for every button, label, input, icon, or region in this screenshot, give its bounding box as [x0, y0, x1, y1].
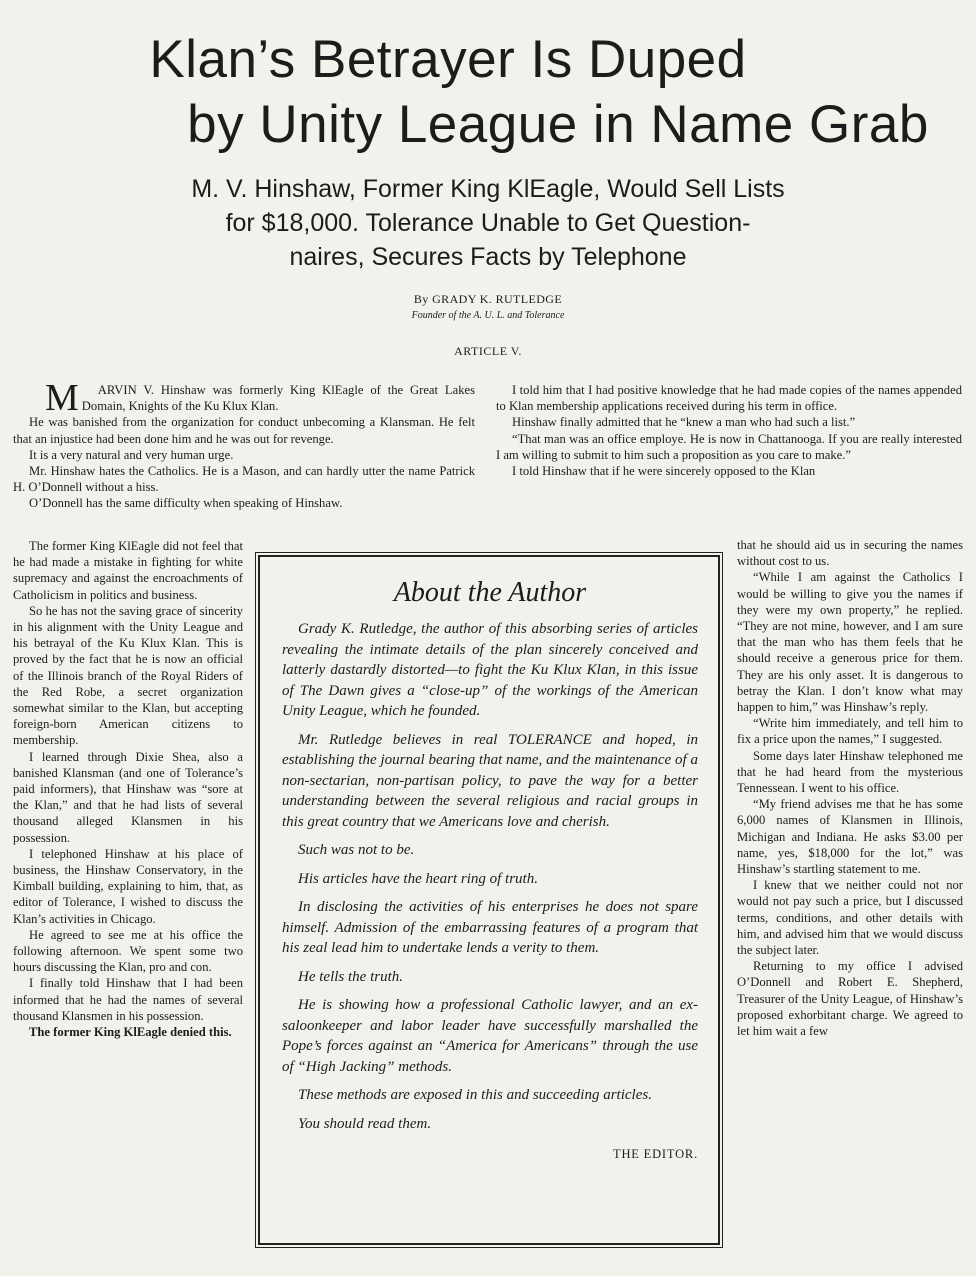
article-paragraph: O’Donnell has the same difficulty when speaking of Hinshaw. [29, 496, 343, 511]
box-title: About the Author [393, 577, 587, 608]
box-paragraph: He tells the truth. [298, 968, 403, 985]
byline-author: By GRADY K. RUTLEDGE [413, 292, 563, 306]
article-paragraph: It is a very natural and very human urge. [29, 447, 234, 462]
article-paragraph: He was banished from the organization for conduct unbecoming a Klansman. He felt that an injustice had been done him and he was out for revenge. [13, 415, 475, 446]
article-paragraph: I telephoned Hinshaw at his place of business, the Hinshaw Conservatory, in the Kimball building, explaining to him, that, as editor of Tolerance, I wished to discuss the Klan’s activities in Chicago. [13, 846, 243, 926]
subheadline-line-3: naires, Secures Facts by Telephone [289, 243, 687, 271]
box-paragraph: In disclosing the activities of his enterprises he does not spare himself. Admission of the embarrassing features of a program that his zeal lead him to undertake lends a verity to them. [282, 899, 698, 956]
article-paragraph: Hinshaw finally admitted that he “knew a man who had such a list.” [512, 415, 856, 430]
article-paragraph: Returning to my office I advised O’Donnell and Robert E. Shepherd, Treasurer of the Unity League, of Hinshaw’s proposed exhorbitant charge. We agreed to let him wait a few [737, 959, 963, 1039]
article-paragraph: The former King KlEagle did not feel that he had made a mistake in fighting for white supremacy and against the encroachments of Catholicism in politics and business. [13, 539, 243, 602]
article-paragraph: “My friend advises me that he has some 6,000 names of Klansmen in Illinois, Michigan and Indiana. He asks $3.00 per name, yes, $18,000 for the lot,” was Hinshaw’s startling statement to me. [737, 797, 963, 877]
article-paragraph: I finally told Hinshaw that I had been informed that he had the names of several thousand Klansmen in his possession. [13, 976, 243, 1023]
article-paragraph: that he should aid us in securing the names without cost to us. [737, 538, 963, 569]
box-paragraph: Grady K. Rutledge, the author of this absorbing series of articles revealing the intimate details of the plan sincerely conceived and latterly dastardly distorted—to fight the Ku Klux Klan, in this issue of The Dawn gives a “close-up” of the workings of the American Unity League, which he founded. [282, 621, 698, 719]
box-paragraph: You should read them. [298, 1115, 432, 1132]
article-paragraph: He agreed to see me at his office the following afternoon. We spent some two hours discussing the Klan, pro and con. [13, 927, 243, 975]
article-paragraph: Some days later Hinshaw telephoned me that he had heard from the mysterious Tennessean. I went to his office. [737, 748, 963, 796]
article-number: ARTICLE V. [454, 344, 522, 358]
article-paragraph: The former King KlEagle denied this. [29, 1025, 232, 1040]
byline-title: Founder of the A. U. L. and Tolerance [411, 310, 565, 321]
headline-line-2: by Unity League in Name Grab [187, 95, 929, 154]
box-paragraph: These methods are exposed in this and succeeding articles. [298, 1087, 652, 1103]
about-the-author-box [258, 555, 720, 1245]
article-paragraph: I learned through Dixie Shea, also a banished Klansman (and one of Tolerance’s paid informers), that Hinshaw was “sore at the Klan,” and that he had lists of several thousand alleged Klansmen in his possession. [13, 749, 243, 845]
opening-paragraph [13, 377, 475, 419]
subheadline [0, 172, 976, 274]
box-paragraph: His articles have the heart ring of truth. [298, 870, 538, 887]
box-paragraph: Mr. Rutledge believes in real TOLERANCE and hoped, in establishing the journal bearing that name, and the maintenance of a non-sectarian, non-partisan policy, to pave the way for a better understanding between the several religious and racial groups in this great country that we Americans love and cherish. [282, 731, 698, 830]
article-paragraph: So he has not the saving grace of sincerity in his alignment with the Unity League and his betrayal of the Ku Klux Klan. This is proved by the fact that he is now an official of the Illinois branch of the Royal Riders of the Red Robe, a secret organization somewhat similar to the Klan, but accepting foreign-born American citizens to membership. [13, 603, 243, 748]
article-column-right-top [496, 382, 962, 479]
editor-signature: THE EDITOR. [613, 1147, 698, 1161]
box-paragraph: Such was not to be. [298, 842, 415, 858]
subheadline-line-2: for $18,000. Tolerance Unable to Get Question- [225, 209, 751, 237]
article-paragraph: I knew that we neither could not nor would not pay such a price, but I discussed terms, conditions, and other details with him, and advised him that we would discuss the subject later. [737, 878, 963, 958]
article-paragraph: Mr. Hinshaw hates the Catholics. He is a Mason, and can hardly utter the name Patrick H. O’Donnell without a hiss. [13, 464, 475, 495]
article-paragraph: I told him that I had positive knowledge that he had made copies of the names appended to Klan membership applications received during his term in office. [496, 383, 962, 414]
opening-text: ARVIN V. Hinshaw was formerly King KlEagle of the Great Lakes Domain, Knights of the Ku Klux Klan. [81, 383, 475, 414]
subheadline-line-1: M. V. Hinshaw, Former King KlEagle, Would Sell Lists [191, 175, 785, 203]
article-paragraph: I told Hinshaw that if he were sincerely opposed to the Klan [512, 464, 816, 479]
article-column-left-top [13, 377, 475, 512]
box-paragraph: He is showing how a professional Catholic lawyer, and an ex-saloonkeeper and labor leader have successfully marshalled the Pope’s forces against an “America for Americans” through the use of “High Jacking” methods. [282, 997, 698, 1075]
article-paragraph: “While I am against the Catholics I would be willing to give you the names if they were my own property,” he replied. “They are not mine, however, and I am sure that the man who has them feels that he should receive a generous price for them. They are his only asset. It is dangerous to betray the Klan. I don’t know what may happen to him,” was Hinshaw’s reply. [737, 570, 963, 715]
article-column-right [737, 537, 963, 1039]
drop-cap: M [45, 377, 79, 419]
article-column-left [13, 538, 243, 1040]
headline-line-1: Klan’s Betrayer Is Duped [149, 30, 747, 89]
article-paragraph: “That man was an office employe. He is now in Chattanooga. If you are really interested I am willing to submit to him such a proposition as you care to make.” [496, 431, 962, 462]
article-paragraph: “Write him immediately, and tell him to fix a price upon the names,” I suggested. [737, 716, 963, 747]
